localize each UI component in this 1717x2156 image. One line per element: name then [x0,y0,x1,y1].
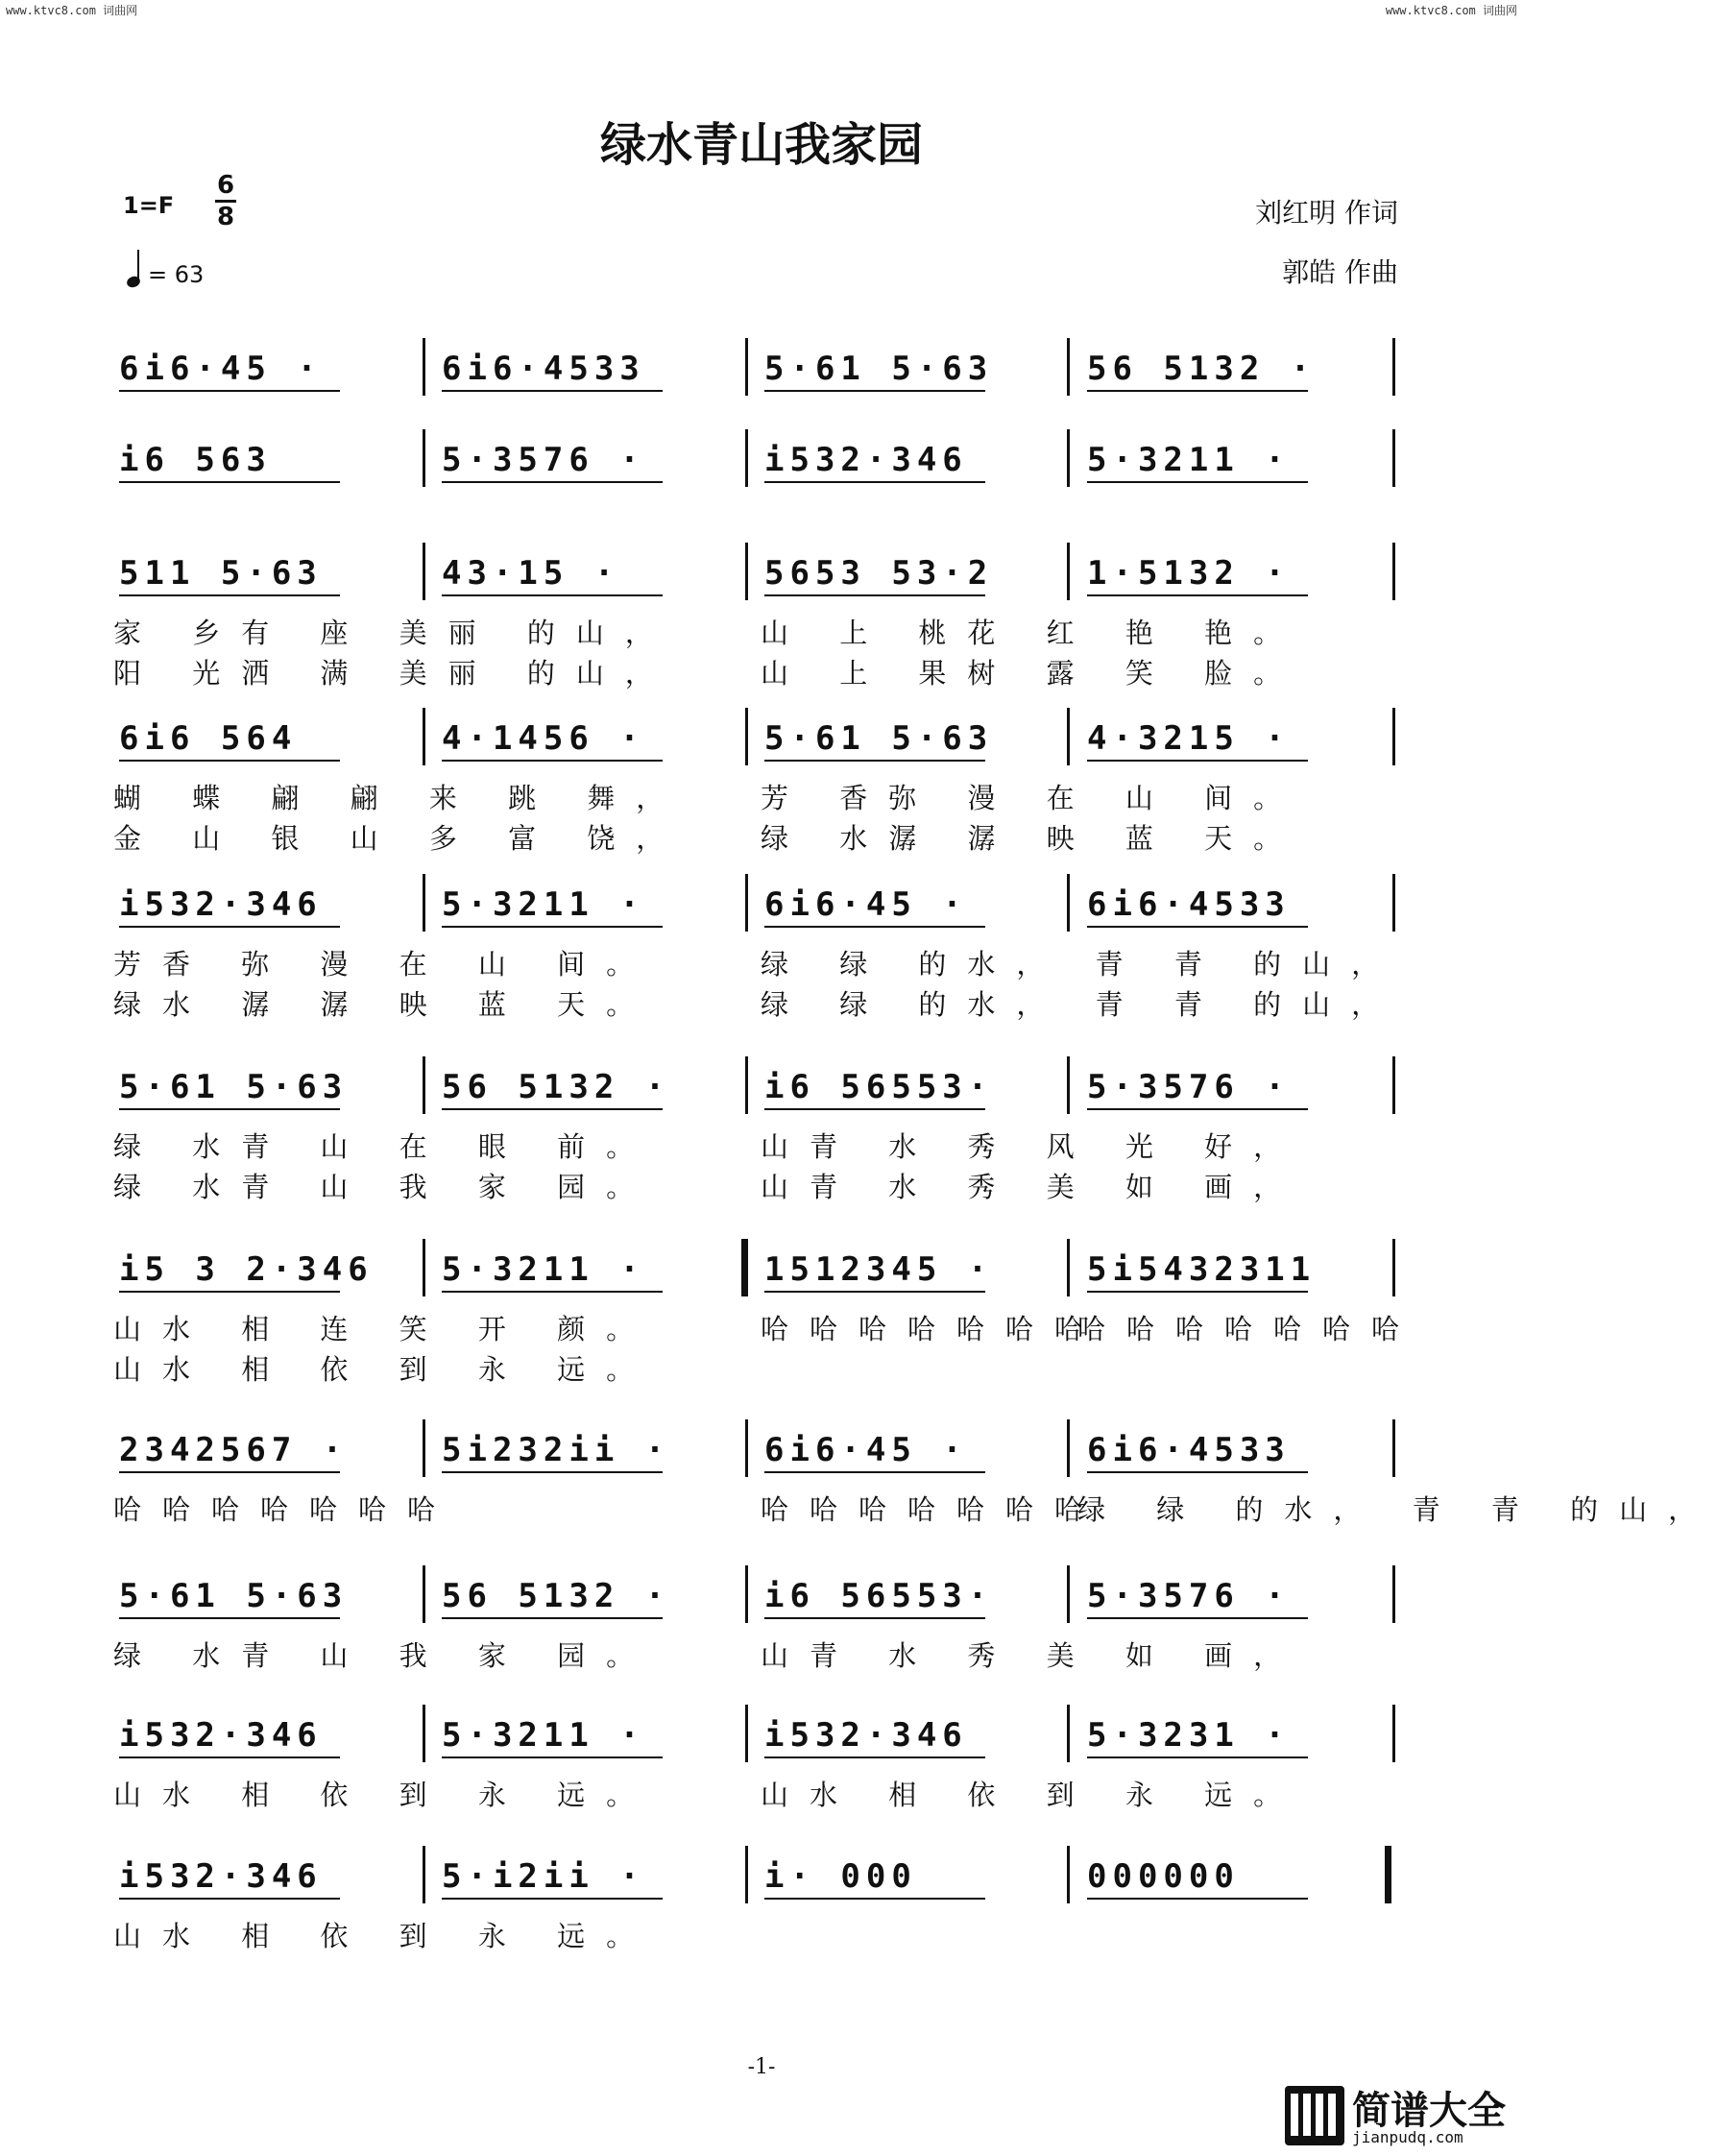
underline-beam [764,481,985,483]
bar-line [1067,1239,1070,1296]
bar-line [423,1239,425,1296]
measure-notes: 4·3215 · [1087,719,1291,758]
measure-notes: i532·346 [119,1716,323,1755]
underline-beam [764,1756,985,1758]
score-system [113,1056,1400,1203]
underline-beam [442,481,663,483]
bar-line [1067,708,1070,765]
underline-beam [442,1471,663,1473]
meter-top: 6 [216,171,235,200]
bar-line [1067,1846,1070,1903]
underline-beam [764,760,985,762]
lyric-line: 绿水 潺 潺 映 蓝 天。 [113,988,656,1021]
notation-row [113,1846,1400,1903]
bar-line [423,1705,425,1762]
bar-line [1392,1565,1395,1623]
measure-notes: i6 563 [119,441,272,479]
logo-name: 简谱大全 [1352,2089,1506,2133]
lyric-line: 哈哈哈哈哈哈哈 [1077,1313,1421,1345]
lyric-line: 哈哈哈哈哈哈哈 [761,1313,1104,1345]
lyric-line: 蝴 蝶 翩 翩 来 跳 舞， [113,782,686,814]
bar-line [745,708,748,765]
measure-notes: 5i5432311 [1087,1250,1317,1289]
lyric-line: 山青 水 秀 美 如 画， [761,1639,1303,1672]
lyric-line: 绿 水青 山 我 家 园。 [113,1639,656,1672]
bar-line [423,874,425,932]
underline-beam [119,1471,340,1473]
measure-notes: 56 5132 · [442,1068,671,1106]
measure-notes: 5·i2ii · [442,1857,645,1896]
notation-row [113,1565,1400,1623]
header-url-right: www.ktvc8.com 词曲网 [1385,4,1517,17]
bar-line [745,1705,748,1762]
underline-beam [442,390,663,392]
meter-bottom: 8 [216,203,235,231]
key-signature: 1=F [123,192,175,219]
bar-line [1392,1419,1395,1477]
notation-row [113,543,1400,600]
underline-beam [442,1108,663,1110]
bar-line [745,874,748,932]
underline-beam [1087,760,1308,762]
underline-beam [764,1471,985,1473]
measure-notes: 6i6 564 [119,719,298,758]
measure-notes: 6i6·45 · [119,350,323,388]
lyric-line: 芳香 弥 漫 在 山 间。 [113,948,656,981]
composer-credit: 郭皓 作曲 [1282,256,1398,288]
underline-beam [764,1108,985,1110]
piano-keys-icon [1285,2086,1344,2145]
underline-beam [442,1898,663,1900]
notation-row [113,1239,1400,1296]
bar-line [423,338,425,396]
bar-line [1392,543,1395,600]
bar-line [1392,1239,1395,1296]
notation-row [113,1056,1400,1114]
underline-beam [1087,1291,1308,1293]
measure-notes: 56 5132 · [1087,350,1317,388]
measure-notes: i6 56553· [764,1068,994,1106]
measure-notes: 511 5·63 [119,554,323,593]
lyric-line: 山水 相 依 到 永 远。 [113,1920,656,1952]
lyric-line: 阳 光洒 满 美丽 的山， [113,657,674,690]
lyric-line: 山 上 桃花 红 艳 艳。 [761,617,1303,649]
notation-row [113,429,1400,487]
lyric-line: 绿 绿 的水， 青 青 的山， [761,988,1401,1021]
underline-beam [1087,481,1308,483]
bar-line [1392,429,1395,487]
bar-line [745,1056,748,1114]
header-url-left: www.ktvc8.com 词曲网 [6,4,138,17]
bar-line [423,543,425,600]
bar-line [423,429,425,487]
notation-row [113,1419,1400,1477]
lyric-line: 金 山 银 山 多 富 饶， [113,822,686,855]
underline-beam [442,1291,663,1293]
underline-beam [119,1898,340,1900]
underline-beam [1087,1617,1308,1619]
measure-notes: i5 3 2·346 [119,1250,374,1289]
measure-notes: 5653 53·2 [764,554,994,593]
bar-line [1067,429,1070,487]
lyric-line: 山水 相 连 笑 开 颜。 [113,1313,656,1345]
notation-row [113,708,1400,765]
lyric-line: 家 乡有 座 美丽 的山， [113,617,674,649]
measure-notes: 5·3231 · [1087,1716,1291,1755]
score-system [113,1846,1400,1952]
score-system [113,1419,1717,1526]
bar-line [423,1419,425,1477]
measure-notes: 43·15 · [442,554,620,593]
measure-notes: i532·346 [119,1857,323,1896]
note-stem [137,250,139,280]
bar-line [1392,1705,1395,1762]
bar-line [1067,1056,1070,1114]
score-system [113,543,1400,690]
measure-notes: 6i6·4533 [1087,885,1291,924]
underline-beam [119,481,340,483]
underline-beam [442,926,663,928]
measure-notes: 5·61 5·63 [119,1068,349,1106]
measure-notes: i532·346 [119,885,323,924]
bar-line [1067,1705,1070,1762]
score-system [113,708,1400,855]
lyric-line: 绿 绿 的水， 青 青 的山， [1077,1493,1717,1526]
measure-notes: 5·3576 · [442,441,645,479]
bar-line [745,543,748,600]
lyric-line: 绿 水青 山 在 眼 前。 [113,1130,656,1163]
underline-beam [764,1291,985,1293]
measure-notes: 5·61 5·63 [119,1577,349,1615]
bar-line [745,1565,748,1623]
bar-line [1392,1056,1395,1114]
notation-row [113,338,1400,396]
underline-beam [764,390,985,392]
measure-notes: 2342567 · [119,1431,349,1469]
notation-row [113,874,1400,932]
measure-notes: 5i232ii · [442,1431,671,1469]
song-title: 绿水青山我家园 [599,118,923,172]
bar-line [745,1419,748,1477]
underline-beam [1087,390,1308,392]
underline-beam [1087,1756,1308,1758]
measure-notes: 1512345 · [764,1250,994,1289]
bar-line [1385,1846,1391,1903]
bar-line [423,1056,425,1114]
bar-line [423,1565,425,1623]
bar-line [745,429,748,487]
bar-line [1067,1565,1070,1623]
score-system [113,338,1400,396]
underline-beam [1087,1471,1308,1473]
site-logo [1285,2080,1515,2153]
score-system [113,1239,1421,1386]
bar-line [423,708,425,765]
measure-notes: 5·3211 · [442,885,645,924]
notation-row [113,1705,1400,1762]
bar-line [745,1846,748,1903]
tempo-value: = 63 [148,261,205,288]
measure-notes: i532·346 [764,441,968,479]
logo-url: jianpudq.com [1352,2128,1463,2146]
lyric-line: 哈哈哈哈哈哈哈 [761,1493,1104,1526]
measure-notes: 5·3211 · [442,1250,645,1289]
underline-beam [119,1756,340,1758]
lyric-line: 绿 水潺 潺 映 蓝 天。 [761,822,1303,855]
underline-beam [764,926,985,928]
bar-line [1392,874,1395,932]
measure-notes: 4·1456 · [442,719,645,758]
repeat-bar [741,1239,748,1296]
measure-notes: 5·3211 · [442,1716,645,1755]
bar-line [1067,874,1070,932]
bar-line [745,338,748,396]
underline-beam [442,594,663,596]
measure-notes: 5·3576 · [1087,1068,1291,1106]
lyric-line: 绿 水青 山 我 家 园。 [113,1171,656,1203]
lyricist-credit: 刘红明 作词 [1255,197,1398,229]
underline-beam [119,390,340,392]
lyric-line: 山水 相 依 到 永 远。 [761,1779,1303,1811]
score-system [113,429,1400,487]
underline-beam [119,1108,340,1110]
bar-line [423,1846,425,1903]
lyric-line: 山青 水 秀 美 如 画， [761,1171,1303,1203]
underline-beam [442,760,663,762]
underline-beam [764,594,985,596]
measure-notes: i6 56553· [764,1577,994,1615]
underline-beam [119,760,340,762]
bar-line [1067,543,1070,600]
lyric-line: 山 上 果树 露 笑 脸。 [761,657,1303,690]
measure-notes: 6i6·4533 [442,350,645,388]
underline-beam [764,1617,985,1619]
bar-line [1067,1419,1070,1477]
score-system [113,1565,1400,1672]
measure-notes: 6i6·45 · [764,885,968,924]
measure-notes: 5·61 5·63 [764,719,994,758]
measure-notes: 5·61 5·63 [764,350,994,388]
measure-notes: 5·3576 · [1087,1577,1291,1615]
score-system [113,1705,1400,1811]
measure-notes: 56 5132 · [442,1577,671,1615]
bar-line [1392,708,1395,765]
underline-beam [442,1756,663,1758]
underline-beam [119,1291,340,1293]
measure-notes: 5·3211 · [1087,441,1291,479]
score-system [113,874,1401,1021]
underline-beam [1087,926,1308,928]
measure-notes: 6i6·4533 [1087,1431,1291,1469]
underline-beam [442,1617,663,1619]
underline-beam [119,1617,340,1619]
underline-beam [1087,1898,1308,1900]
lyric-line: 山水 相 依 到 永 远。 [113,1353,656,1386]
bar-line [1067,338,1070,396]
page-number: -1- [747,2055,776,2079]
measure-notes: 000000 [1087,1857,1240,1896]
measure-notes: 1·5132 · [1087,554,1291,593]
underline-beam [119,926,340,928]
measure-notes: i· 000 [764,1857,917,1896]
time-signature [213,171,238,231]
underline-beam [1087,594,1308,596]
measure-notes: 6i6·45 · [764,1431,968,1469]
lyric-line: 山水 相 依 到 永 远。 [113,1779,656,1811]
lyric-line: 芳 香弥 漫 在 山 间。 [761,782,1303,814]
underline-beam [764,1898,985,1900]
underline-beam [1087,1108,1308,1110]
lyric-line: 哈哈哈哈哈哈哈 [113,1493,457,1526]
underline-beam [119,594,340,596]
lyric-line: 绿 绿 的水， 青 青 的山， [761,948,1401,981]
measure-notes: i532·346 [764,1716,968,1755]
lyric-line: 山青 水 秀 风 光 好， [761,1130,1303,1163]
bar-line [1392,338,1395,396]
